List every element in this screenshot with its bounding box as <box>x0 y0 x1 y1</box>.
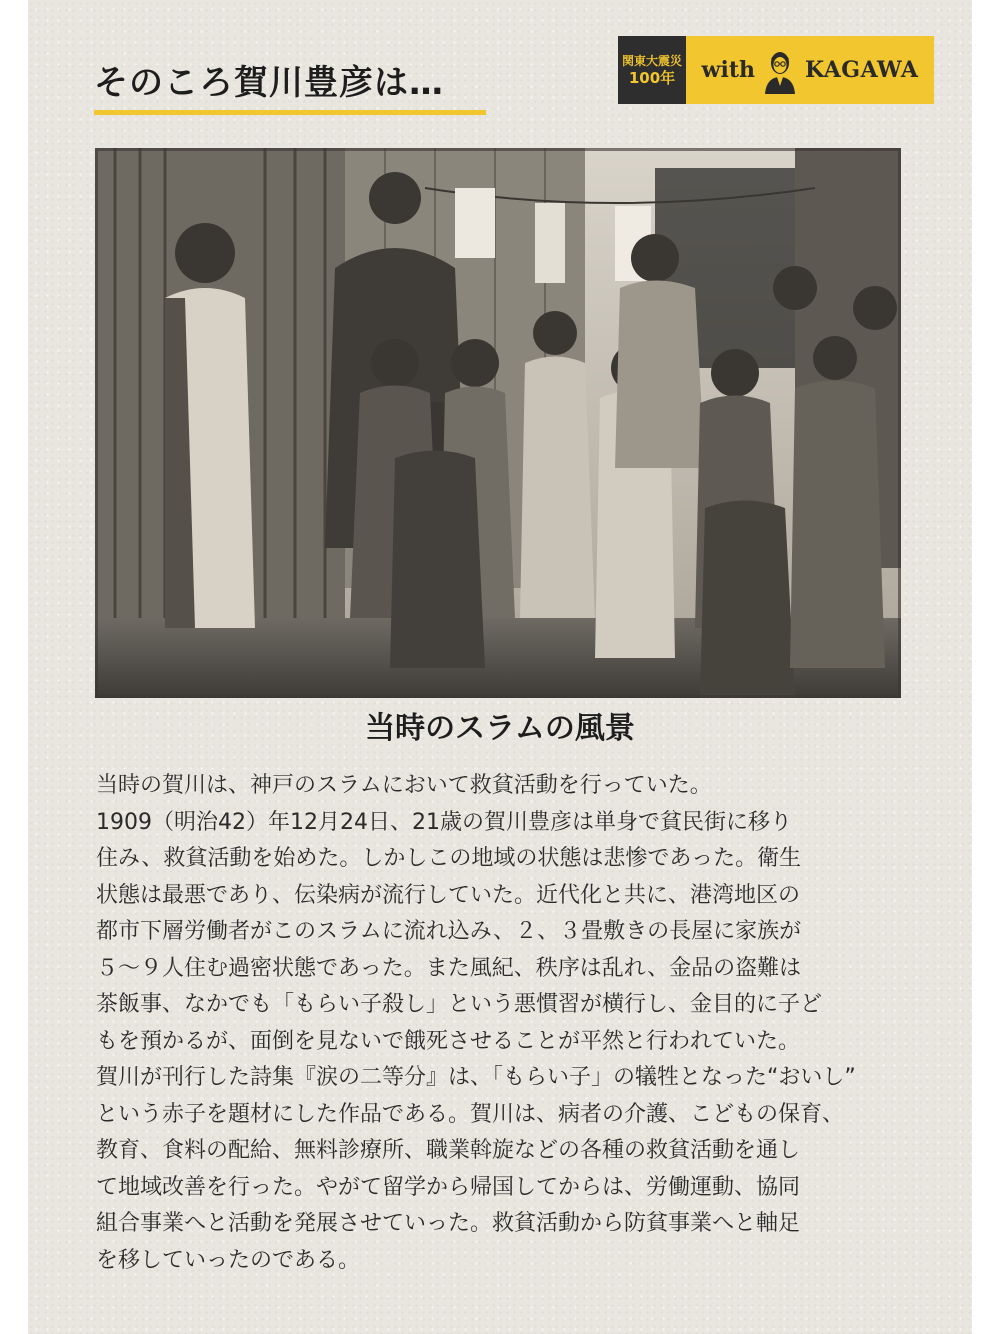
page-title: そのころ賀川豊彦は… <box>94 63 444 103</box>
event-badge <box>618 36 934 104</box>
body-line: 状態は最悪であり、伝染病が流行していた。近代化と共に、港湾地区の <box>96 882 801 908</box>
slum-photograph <box>95 148 901 698</box>
title-underline <box>94 110 486 115</box>
body-line: もを預かるが、面倒を見ないで餓死させることが平然と行われていた。 <box>96 1028 801 1054</box>
photograph-image <box>95 148 901 698</box>
body-line: 教育、食料の配給、無料診療所、職業斡旋などの各種の救貧活動を通し <box>96 1138 801 1163</box>
badge-with-label: with <box>701 57 755 83</box>
body-line: 住み、救貧活動を始めた。しかしこの地域の状態は悲惨であった。衛生 <box>96 846 802 871</box>
body-line: を移していったのである。 <box>96 1247 361 1273</box>
badge-kagawa-label: KAGAWA <box>805 57 919 83</box>
badge-anniversary-line2: 100年 <box>628 69 676 87</box>
body-line: 1909（明治42）年12月24日、21歳の賀川豊彦は単身で貧民街に移り <box>96 809 792 835</box>
body-line: 当時の賀川は、神戸のスラムにおいて救貧活動を行っていた。 <box>96 773 712 798</box>
body-line: ５～９人住む過密状態であった。また風紀、秩序は乱れ、金品の盗難は <box>96 955 802 981</box>
photo-caption: 当時のスラムの風景 <box>365 711 635 746</box>
body-line: 賀川が刊行した詩集『涙の二等分』は、「もらい子」の犠牲となった“おいし” <box>96 1065 856 1090</box>
body-line: 都市下層労働者がこのスラムに流れ込み、２、３畳敷きの長屋に家族が <box>96 919 802 944</box>
badge-anniversary <box>618 36 686 104</box>
body-line: という赤子を題材にした作品である。賀川は、病者の介護、こどもの保育、 <box>96 1101 845 1127</box>
article-body <box>96 768 916 1279</box>
portrait-icon <box>763 46 797 94</box>
page-panel <box>28 0 972 1334</box>
body-line: 組合事業へと活動を発展させていった。救貧活動から防貧事業へと軸足 <box>96 1211 801 1236</box>
badge-anniversary-line1: 関東大震災 <box>621 54 682 68</box>
body-line: 茶飯事、なかでも「もらい子殺し」という悪慣習が横行し、金目的に子ど <box>96 992 823 1017</box>
badge-with-kagawa <box>686 36 934 104</box>
body-line: て地域改善を行った。やがて留学から帰国してからは、労働運動、協同 <box>96 1174 801 1200</box>
